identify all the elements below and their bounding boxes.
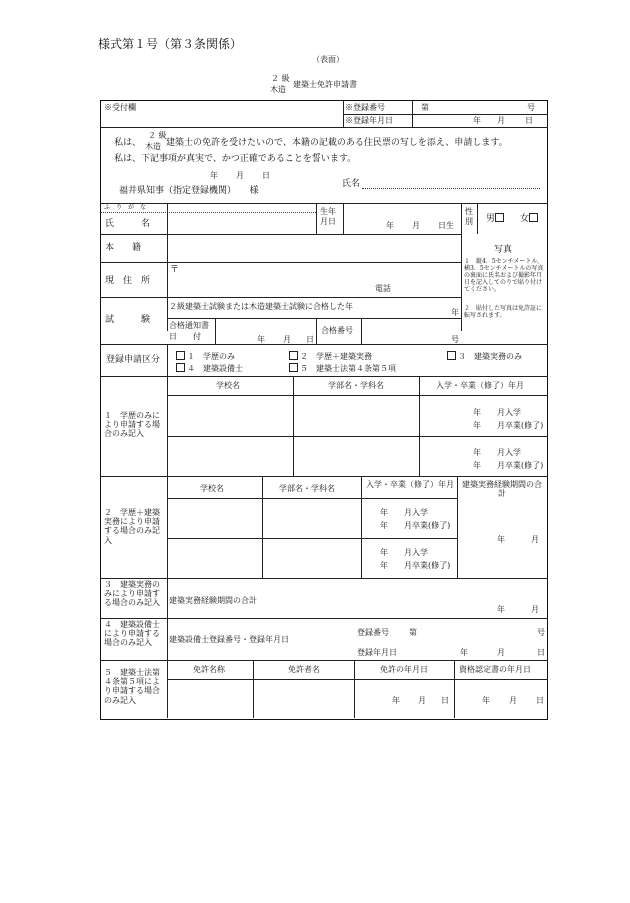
sec5-license-field[interactable] <box>168 680 252 717</box>
photo-note-1: １ 縦4．5センチメートル、横3．5センチメートルの写真の裏面に氏名および撮影年月日を記入してのりで貼り付けてください。 <box>464 258 544 293</box>
sec5-col-license-date: 免許の年月日 <box>380 665 428 674</box>
notice-day: 日 <box>306 335 314 344</box>
sec3-year: 年 <box>497 605 505 614</box>
category-checkbox-5[interactable] <box>289 363 298 372</box>
reg-date-label: ※登録年月日 <box>345 116 393 125</box>
sec5-label: ５ 建築士法第４条第５項により申請する場合のみ記入 <box>104 668 160 705</box>
addressee: 福井県知事（指定登録機関） 様 <box>119 186 259 196</box>
declaration-line1: 建築士の免許を受けたいので、本籍の記載のある住民票の写しを添え、申請します。 <box>166 138 508 148</box>
sec5-holder-field[interactable] <box>254 680 353 717</box>
sec1-entry-1: 年 月入学 <box>473 408 521 417</box>
birth-day: 日生 <box>438 221 454 230</box>
exam-passed-label: ２級建築士試験または木造建築士試験に合格した年 <box>169 302 353 311</box>
postal-mark: 〒 <box>170 265 180 275</box>
male-checkbox[interactable] <box>495 213 504 222</box>
sec4-day: 日 <box>537 648 545 657</box>
page-title: 建築士免許申請書 <box>293 80 357 89</box>
sec5-cert-day: 日 <box>536 696 544 705</box>
reg-no-label: ※登録番号 <box>345 103 385 112</box>
birth-label-1: 生年 <box>320 207 336 216</box>
declaration-line2: 私は、下記事項が真実で、かつ正確であることを誓います。 <box>114 154 357 164</box>
receipt-label: ※受付欄 <box>104 103 136 112</box>
reg-date-field[interactable] <box>413 116 545 126</box>
declaration-year: 年 <box>210 171 218 180</box>
category-option-4[interactable] <box>176 363 243 373</box>
reg-no-go: 号 <box>527 103 535 112</box>
sec5-col-cert-date: 資格認定書の年月日 <box>459 665 531 674</box>
sec1-col-school: 学校名 <box>216 381 240 390</box>
honseki-label: 本 籍 <box>105 243 142 253</box>
category-option-4-label: ４ 建築設備士 <box>187 364 243 373</box>
sec1-entry-2: 年 月入学 <box>473 448 521 457</box>
category-label: 登録申請区分 <box>106 355 161 365</box>
sec1-grad-2: 年 月卒業(修了) <box>473 461 544 470</box>
name-label: 氏 名 <box>105 219 151 229</box>
sex-male[interactable] <box>486 213 506 224</box>
sec5-col-holder: 免許者名 <box>288 665 320 674</box>
category-checkbox-3[interactable] <box>447 351 456 360</box>
sec1-label: １ 学歴のみにより申請する場合のみ記入 <box>104 411 160 439</box>
declaration-mokuzo: 木造 <box>145 142 161 151</box>
photo-title: 写真 <box>494 245 513 255</box>
exam-passed-year: 年 <box>451 308 459 317</box>
female-checkbox[interactable] <box>529 213 538 222</box>
category-option-1-label: １ 学歴のみ <box>187 352 235 361</box>
sec3-field-label: 建築実務経験期間の合計 <box>169 596 257 605</box>
exam-passed-field[interactable] <box>380 299 448 317</box>
photo-note-2: ２ 貼付した写真は免許証に転写されます。 <box>464 305 543 319</box>
birth-month: 月 <box>412 221 420 230</box>
birth-field[interactable] <box>344 205 460 233</box>
sec4-reg-no-field[interactable] <box>422 624 534 638</box>
sec4-reg-no-label: 登録番号 <box>357 628 389 637</box>
notice-month: 月 <box>283 335 291 344</box>
category-checkbox-1[interactable] <box>176 351 185 360</box>
declaration-grade: ２ 級 <box>148 131 167 140</box>
furigana-label: ふ り が な <box>104 204 147 211</box>
sec5-cert-year: 年 <box>482 696 490 705</box>
sec2-label: ２ 学歴＋建築実務により申請する場合のみ記入 <box>104 508 160 545</box>
sec1-dept-field-1[interactable] <box>294 396 418 435</box>
sec5-license-month: 月 <box>418 696 426 705</box>
phone-label: 電話 <box>375 284 391 293</box>
sec4-year: 年 <box>460 648 468 657</box>
title-mokuzo: 木造 <box>270 85 286 94</box>
sec4-reg-date-field[interactable] <box>405 644 535 658</box>
sec1-school-field-1[interactable] <box>168 396 292 435</box>
form-number: 様式第１号（第３条関係） <box>98 37 243 51</box>
category-option-5-label: ５ 建築士法第４条第５項 <box>300 364 396 373</box>
declaration-month: 月 <box>236 171 244 180</box>
pass-no-field[interactable] <box>362 319 448 343</box>
sec3-field[interactable] <box>440 592 544 616</box>
birth-label-2: 月日 <box>320 217 336 226</box>
sec2-school-field-2[interactable] <box>168 539 261 577</box>
sec4-dai: 第 <box>409 628 417 637</box>
sec2-dept-field-1[interactable] <box>263 499 360 537</box>
furigana-field[interactable] <box>168 204 315 212</box>
sec2-grad-1: 年 月卒業(修了) <box>380 521 451 530</box>
birth-year: 年 <box>386 221 394 230</box>
sec1-col-dept: 学部名・学科名 <box>328 381 384 390</box>
female-label: 女 <box>520 214 530 224</box>
sec2-entry-1: 年 月入学 <box>380 508 428 517</box>
category-option-2[interactable] <box>289 351 372 361</box>
signature-label: 氏名 <box>342 179 361 189</box>
sec2-grad-2: 年 月卒業(修了) <box>380 561 451 570</box>
sec1-school-field-2[interactable] <box>168 437 292 475</box>
sex-label-1: 性 <box>465 207 473 216</box>
sec5-col-license: 免許名称 <box>193 665 225 674</box>
notice-label-2: 日 付 <box>169 332 201 341</box>
category-checkbox-4[interactable] <box>176 363 185 372</box>
category-option-5[interactable] <box>289 363 396 373</box>
category-option-3[interactable] <box>447 351 522 361</box>
reg-date-day: 日 <box>525 116 533 125</box>
notice-year: 年 <box>257 335 265 344</box>
sec2-col-total: 建築実務経験期間の合計 <box>462 480 542 499</box>
sec5-license-year: 年 <box>392 696 400 705</box>
address-label: 現 住 所 <box>105 276 151 286</box>
sex-female[interactable] <box>520 213 540 224</box>
pass-no-go: 号 <box>451 335 459 344</box>
sec1-grad-1: 年 月卒業(修了) <box>473 421 544 430</box>
sec5-license-date-field[interactable] <box>355 680 453 717</box>
notice-label-1: 合格通知書 <box>169 321 209 330</box>
declaration-day: 日 <box>262 171 270 180</box>
sec5-cert-month: 月 <box>509 696 517 705</box>
name-field[interactable] <box>168 213 315 233</box>
sec2-dept-field-2[interactable] <box>263 539 360 577</box>
category-checkbox-2[interactable] <box>289 351 298 360</box>
side-label: （表面） <box>312 55 344 64</box>
reg-no-dai: 第 <box>421 103 429 112</box>
sec4-field-label: 建築設備士登録番号・登録年月日 <box>169 635 289 644</box>
sec2-col-dates: 入学・卒業（修了）年月 <box>366 480 454 489</box>
male-label: 男 <box>486 214 496 224</box>
category-option-1[interactable] <box>176 351 235 361</box>
sec2-total-month: 月 <box>531 535 539 544</box>
declaration-prefix: 私は、 <box>114 138 142 148</box>
sec4-month: 月 <box>497 648 505 657</box>
title-grade: ２ 級 <box>271 74 290 83</box>
sec2-col-school: 学校名 <box>200 484 224 493</box>
sec2-entry-2: 年 月入学 <box>380 548 428 557</box>
notice-date-field[interactable] <box>216 319 315 343</box>
sec5-cert-date-field[interactable] <box>455 680 545 717</box>
sec2-school-field-1[interactable] <box>168 499 261 537</box>
sec2-total-year: 年 <box>497 535 505 544</box>
sec1-dept-field-2[interactable] <box>294 437 418 475</box>
sec2-col-dept: 学部名・学科名 <box>279 484 335 493</box>
category-option-3-label: ３ 建築実務のみ <box>458 352 522 361</box>
signature-field[interactable] <box>362 188 540 189</box>
sec4-reg-date-label: 登録年月日 <box>357 648 397 657</box>
category-option-2-label: ２ 学歴＋建築実務 <box>300 352 372 361</box>
reg-date-month: 月 <box>497 116 505 125</box>
sec4-label: ４ 建築設備士により申請する場合のみ記入 <box>104 620 160 648</box>
reg-no-field[interactable] <box>413 104 525 114</box>
sec5-license-day: 日 <box>441 696 449 705</box>
sex-label-2: 別 <box>465 217 473 226</box>
sec1-col-dates: 入学・卒業（修了）年月 <box>436 381 524 390</box>
reg-date-year: 年 <box>473 116 481 125</box>
honseki-field[interactable] <box>168 235 460 261</box>
pass-no-label: 合格番号 <box>321 326 353 335</box>
address-field[interactable] <box>168 263 460 296</box>
sec2-total-field[interactable] <box>458 499 545 577</box>
exam-label: 試 験 <box>105 315 151 325</box>
sec3-label: ３ 建築実務のみにより申請する場合のみ記入 <box>104 580 160 608</box>
sec3-month: 月 <box>531 605 539 614</box>
sec4-go: 号 <box>537 628 545 637</box>
